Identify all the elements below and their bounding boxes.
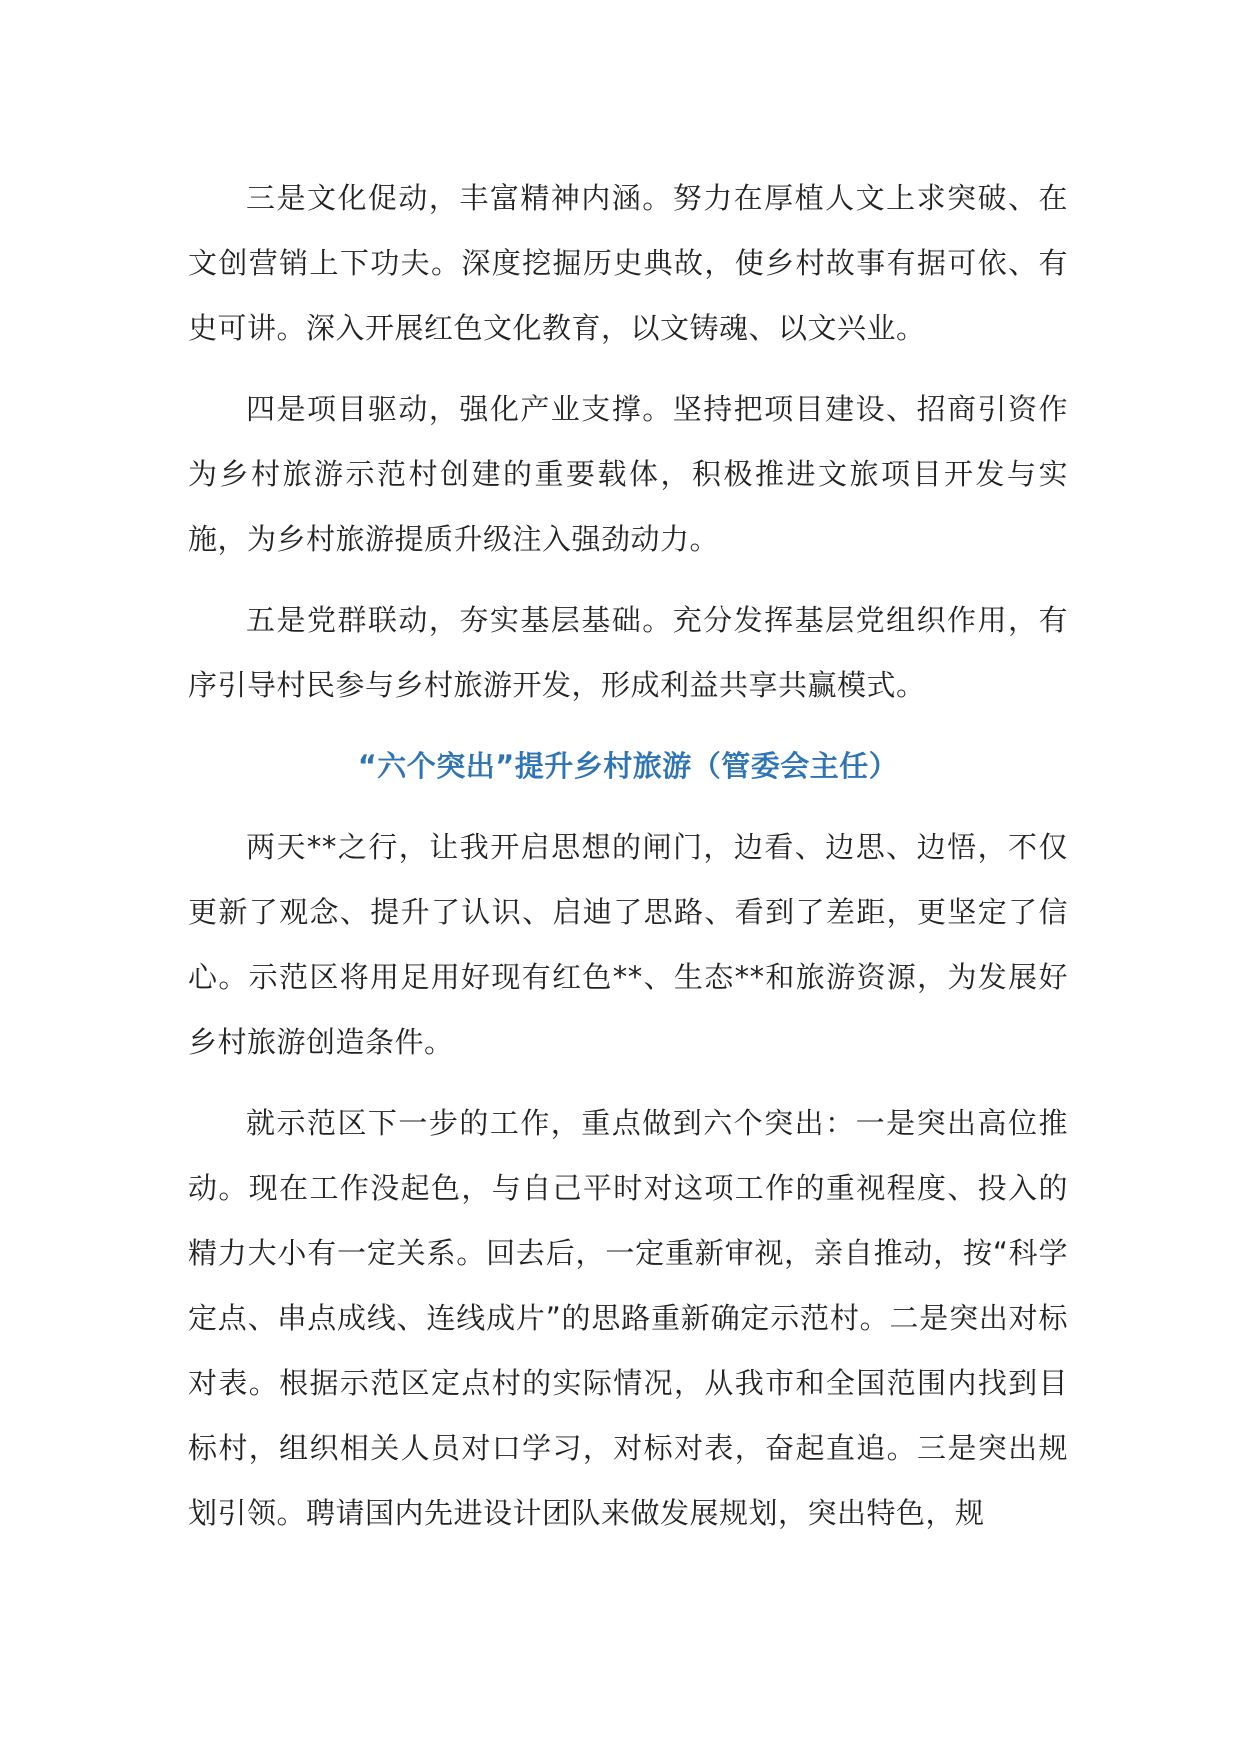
paragraph-project-driven: 四是项目驱动，强化产业支撑。坚持把项目建设、招商引资作为乡村旅游示范村创建的重要载体，积极推进文旅项目开发与实施，为乡村旅游提质升级注入强劲动力。	[188, 392, 1068, 556]
document-page	[188, 166, 1068, 1562]
paragraph-cultural-promotion: 三是文化促动，丰富精神内涵。努力在厚植人文上求突破、在文创营销上下功夫。深度挖掘历史典故，使乡村故事有据可依、有史可讲。深入开展红色文化教育，以文铸魂、以文兴业。	[188, 181, 1068, 345]
section-heading: “六个突出”提升乡村旅游（管委会主任）	[357, 749, 899, 783]
paragraph-two-day-visit: 两天**之行，让我开启思想的闸门，边看、边思、边悟，不仅更新了观念、提升了认识、启迪了思路、看到了差距，更坚定了信心。示范区将用足用好现有红色**、生态**和旅游资源，为发展好乡村旅游创造条件。	[188, 830, 1068, 1059]
paragraph-party-mass-linkage: 五是党群联动，夯实基层基础。充分发挥基层党组织作用，有序引导村民参与乡村旅游开发，形成利益共享共赢模式。	[188, 603, 1068, 702]
paragraph-six-priorities: 就示范区下一步的工作，重点做到六个突出：一是突出高位推动。现在工作没起色，与自己平时对这项工作的重视程度、投入的精力大小有一定关系。回去后，一定重新审视，亲自推动，按“科学定点、串点成线、连线成片”的思路重新确定示范村。二是突出对标对表。根据示范区定点村的实际情况，从我市和全国范围内找到目标村，组织相关人员对口学习，对标对表，奋起直追。三是突出规划引领。聘请国内先进设计团队来做发展规划，突出特色，规	[188, 1106, 1068, 1530]
